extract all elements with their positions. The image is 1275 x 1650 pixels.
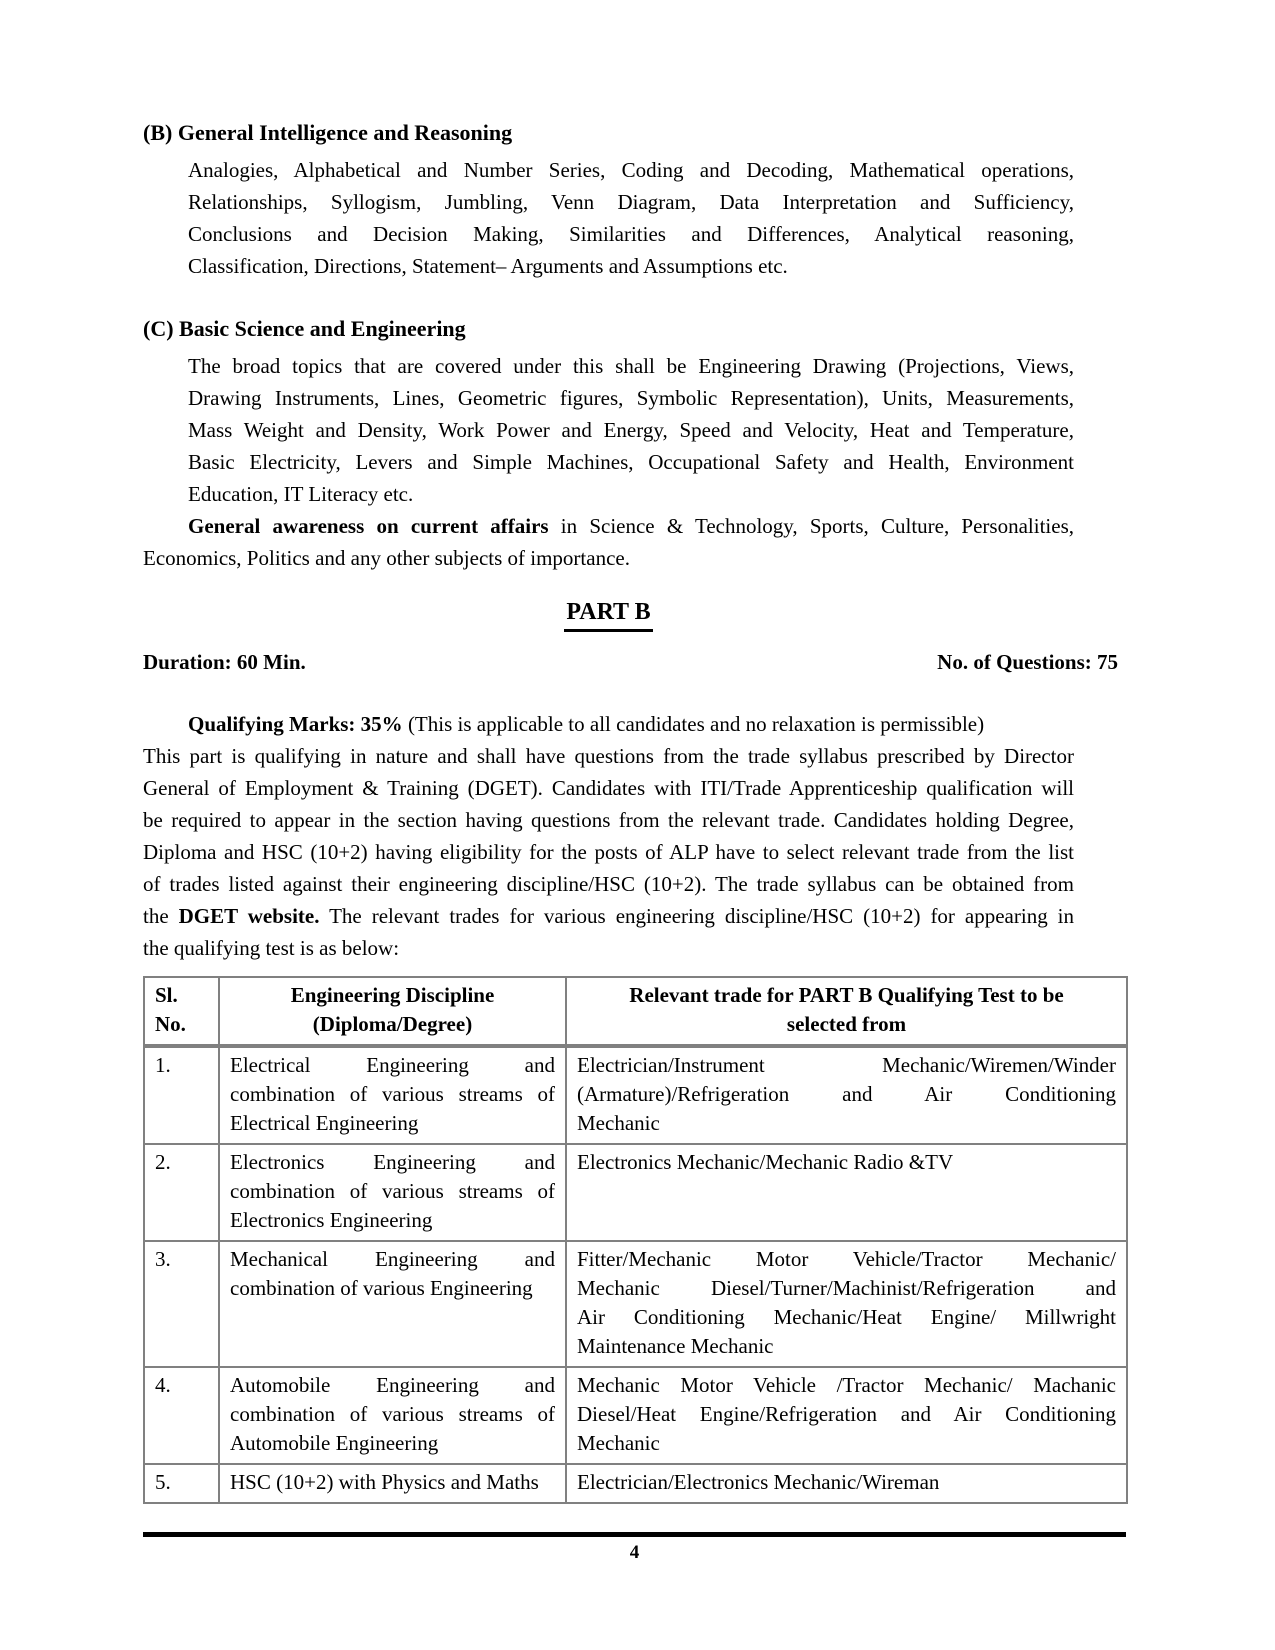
cell-sl-no: 4. <box>144 1367 219 1464</box>
text-line: Automobile Engineering <box>230 1431 439 1455</box>
general-awareness-lead: General awareness on current affairs <box>188 514 549 538</box>
text-line: Classification, Directions, Statement– Arguments and Assumptions etc. <box>188 254 788 278</box>
text-line: Relevant trade for PART B Qualifying Test to be <box>629 983 1064 1007</box>
text-line <box>143 510 1074 542</box>
text-line: Diesel/Heat Engine/Refrigeration and Air Conditioning <box>577 1402 1116 1426</box>
cell-sl-no: 2. <box>144 1144 219 1241</box>
text-line: Fitter/Mechanic Motor Vehicle/Tractor Mechanic/ <box>577 1247 1116 1271</box>
text-line <box>143 708 1074 740</box>
qualifying-paragraph <box>143 708 1074 964</box>
qualifying-marks-rest: (This is applicable to all candidates and no relaxation is permissible) <box>402 712 985 736</box>
general-awareness-rest: in Science & Technology, Sports, Culture, Personalities, <box>548 514 1074 538</box>
text-line: Drawing Instruments, Lines, Geometric figures, Symbolic Representation), Units, Measurements, <box>188 386 1074 410</box>
table-row <box>144 1464 1127 1503</box>
part-b-title: PART B <box>564 596 652 632</box>
text-line: Diploma and HSC (10+2) having eligibility for the posts of ALP have to select relevant trade from the list <box>143 840 1074 864</box>
text-line: Electrical Engineering <box>230 1111 419 1135</box>
text-line: Electrician/Instrument Mechanic/Wiremen/Winder <box>577 1053 1116 1077</box>
text-line: combination of various streams of <box>230 1082 555 1106</box>
header-cell-trades <box>566 977 1127 1046</box>
cell-sl-no: 1. <box>144 1046 219 1144</box>
text-line: the qualifying test is as below: <box>143 936 400 960</box>
text-line: (Armature)/Refrigeration and Air Conditioning <box>577 1082 1116 1106</box>
text-line: combination of various streams of <box>230 1179 555 1203</box>
table-header-row <box>144 977 1127 1046</box>
duration-label: Duration: 60 Min. <box>143 650 306 674</box>
dget-website-bold: DGET website. <box>178 904 320 928</box>
text-line: selected from <box>786 1012 907 1036</box>
cell-discipline <box>219 1241 566 1367</box>
text-line: Education, IT Literacy etc. <box>188 482 414 506</box>
text-line: Sl. <box>155 983 178 1007</box>
qualifying-marks-lead: Qualifying Marks: 35% <box>188 712 403 736</box>
part-b-title-row <box>143 596 1074 632</box>
text-line: Electronics Mechanic/Mechanic Radio &TV <box>577 1150 954 1174</box>
header-cell-sl-no <box>144 977 219 1046</box>
text-line: (Diploma/Degree) <box>312 1012 473 1036</box>
dget-line-pre: the <box>143 904 179 928</box>
section-c-paragraph <box>143 350 1074 510</box>
text-line: Economics, Politics and any other subjects of importance. <box>143 546 630 570</box>
part-b-meta-row <box>143 646 1126 678</box>
cell-trades <box>566 1367 1127 1464</box>
header-cell-discipline <box>219 977 566 1046</box>
trades-table <box>143 976 1128 1504</box>
cell-discipline <box>219 1046 566 1144</box>
text-line: General of Employment & Training (DGET). Candidates with ITI/Trade Apprenticeship qualification will <box>143 776 1074 800</box>
text-line <box>143 900 1074 932</box>
qualifying-body-lines <box>143 740 1074 900</box>
text-line: Conclusions and Decision Making, Similarities and Differences, Analytical reasoning, <box>188 222 1074 246</box>
text-line: Mechanic <box>577 1111 660 1135</box>
text-line: No. <box>155 1012 186 1036</box>
text-line: Air Conditioning Mechanic/Heat Engine/ Millwright <box>577 1305 1116 1329</box>
page-number: 4 <box>629 1542 640 1563</box>
section-c-heading: (C) Basic Science and Engineering <box>143 316 466 341</box>
text-line: be required to appear in the section having questions from the relevant trade. Candidates holding Degree, <box>143 808 1074 832</box>
question-count-label: No. of Questions: 75 <box>937 650 1118 674</box>
footer-rule <box>143 1532 1126 1537</box>
text-line: Automobile Engineering and <box>230 1373 555 1397</box>
text-line: Mass Weight and Density, Work Power and Energy, Speed and Velocity, Heat and Temperature, <box>188 418 1074 442</box>
text-line: Electrician/Electronics Mechanic/Wireman <box>577 1470 940 1494</box>
table-row <box>144 1367 1127 1464</box>
section-b-paragraph <box>143 154 1074 282</box>
text-line: Mechanic Motor Vehicle /Tractor Mechanic/ Machanic <box>577 1373 1116 1397</box>
dget-line-rest: The relevant trades for various engineering discipline/HSC (10+2) for appearing in <box>319 904 1075 928</box>
text-line: HSC (10+2) with Physics and Maths <box>230 1470 539 1494</box>
table-row <box>144 1241 1127 1367</box>
cell-sl-no: 5. <box>144 1464 219 1503</box>
cell-trades <box>566 1464 1127 1503</box>
cell-discipline <box>219 1367 566 1464</box>
cell-trades <box>566 1046 1127 1144</box>
text-line: Relationships, Syllogism, Jumbling, Venn Diagram, Data Interpretation and Sufficiency, <box>188 190 1074 214</box>
text-line: of trades listed against their engineering discipline/HSC (10+2). The trade syllabus can be obtained from <box>143 872 1074 896</box>
cell-sl-no: 3. <box>144 1241 219 1367</box>
text-line: combination of various streams of <box>230 1402 555 1426</box>
section-b-heading: (B) General Intelligence and Reasoning <box>143 120 513 145</box>
text-line: Engineering Discipline <box>290 983 495 1007</box>
text-line: Electrical Engineering and <box>230 1053 555 1077</box>
cell-discipline <box>219 1464 566 1503</box>
text-line: Electronics Engineering and <box>230 1150 555 1174</box>
cell-trades <box>566 1144 1127 1241</box>
text-line: Mechanic <box>577 1431 660 1455</box>
cell-discipline <box>219 1144 566 1241</box>
table-row <box>144 1046 1127 1144</box>
text-line: Analogies, Alphabetical and Number Series, Coding and Decoding, Mathematical operations, <box>188 158 1074 182</box>
text-line: Mechanic Diesel/Turner/Machinist/Refrigeration and <box>577 1276 1116 1300</box>
text-line: combination of various Engineering <box>230 1276 533 1300</box>
text-line: Electronics Engineering <box>230 1208 433 1232</box>
text-line: The broad topics that are covered under this shall be Engineering Drawing (Projections, Views, <box>188 354 1074 378</box>
text-line: Basic Electricity, Levers and Simple Machines, Occupational Safety and Health, Environment <box>188 450 1074 474</box>
cell-trades <box>566 1241 1127 1367</box>
general-awareness-paragraph <box>143 510 1074 574</box>
text-line: Mechanical Engineering and <box>230 1247 555 1271</box>
text-line: This part is qualifying in nature and shall have questions from the trade syllabus prescribed by Director <box>143 744 1074 768</box>
text-line: Maintenance Mechanic <box>577 1334 774 1358</box>
table-row <box>144 1144 1127 1241</box>
